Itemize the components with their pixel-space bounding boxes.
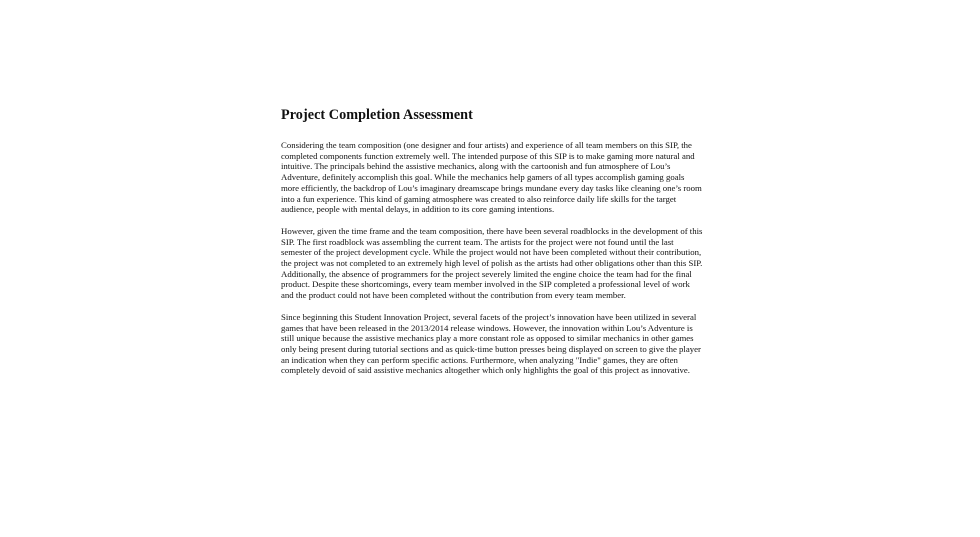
document-page — [281, 105, 703, 387]
paragraph-roadblocks: However, given the time frame and the team composition, there have been several roadblocks in the development of this SIP. The first roadblock was assembling the current team. The artists for the project were not found until the last semester of the project development cycle. While the project would not have been completed without their contribution, the project was not completed to an extremely high level of polish as the artists had other obligations other than this SIP. Additionally, the absence of programmers for the project severely limited the engine choice the team had for the final product. Despite these shortcomings, every team member involved in the SIP completed a professional level of work and the product could not have been completed without the contribution from every team member. — [281, 225, 703, 301]
document-title: Project Completion Assessment — [281, 107, 473, 123]
paragraph-innovation: Since beginning this Student Innovation Project, several facets of the project’s innovation have been utilized in several games that have been released in the 2013/2014 release windows. However, the innovation within Lou’s Adventure is still unique because the assistive mechanics play a more constant role as opposed to similar mechanics in other games only being present during tutorial sections and as quick-time button presses being displayed on screen to give the player an indication when they can perform specific actions. Furthermore, when analyzing "Indie" games, they are often completely devoid of said assistive mechanics altogether which only highlights the goal of this project as innovative. — [281, 311, 701, 376]
paragraph-team-composition: Considering the team composition (one designer and four artists) and experience of all team members on this SIP, the completed components function extremely well. The intended purpose of this SIP is to make gaming more natural and intuitive. The principals behind the assistive mechanics, along with the cartoonish and fun atmosphere of Lou’s Adventure, definitely accomplish this goal. While the mechanics help gamers of all types accomplish gaming goals more efficiently, the backdrop of Lou’s imaginary dreamscape brings mundane every day tasks like cleaning one’s room into a fun experience. This kind of gaming atmosphere was created to also reinforce daily life skills for the target audience, people with mental delays, in addition to its core gaming intentions. — [281, 140, 702, 215]
